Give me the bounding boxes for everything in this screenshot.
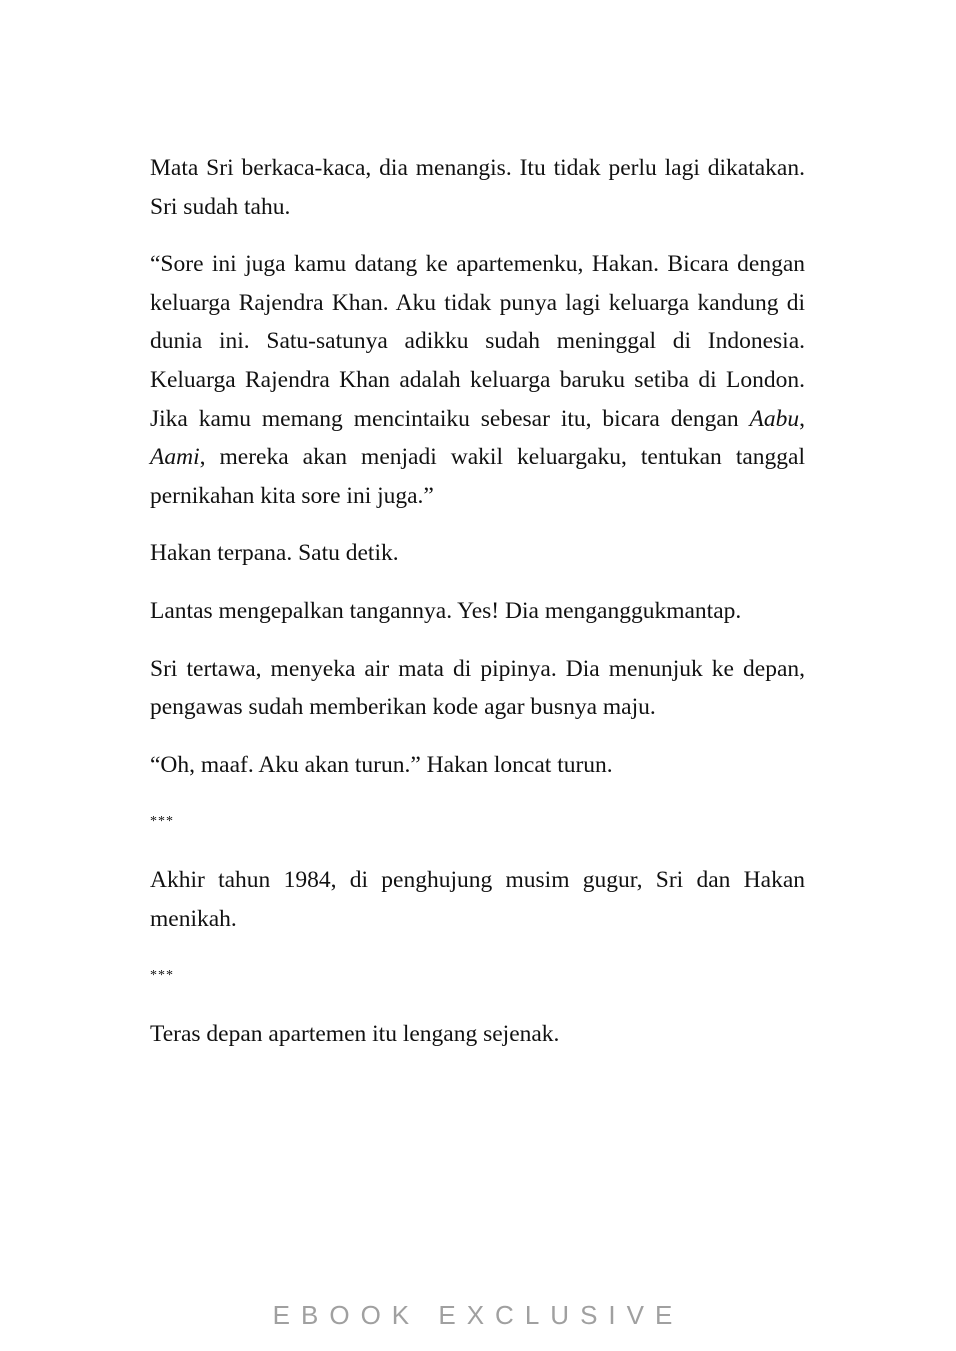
aabu-word: Aabu xyxy=(749,405,800,432)
paragraph-8: Teras depan apartemen itu lengang sejenak. xyxy=(150,1020,560,1047)
ebook-exclusive-footer: EBOOK EXCLUSIVE xyxy=(272,1300,684,1330)
page-body xyxy=(150,149,805,1072)
paragraph-6: “Oh, maaf. Aku akan turun.” Hakan loncat turun. xyxy=(150,751,613,778)
scene-separator-2: *** xyxy=(150,968,174,984)
paragraph-2-part-2: , xyxy=(799,405,805,432)
paragraph-2-part-3: , mereka akan menjadi wakil keluargaku, tentukan tanggal pernikahan kita sore ini juga.” xyxy=(150,444,805,509)
paragraph-4: Lantas mengepalkan tangannya. Yes! Dia menganggukmantap. xyxy=(150,597,742,624)
scene-separator-1: *** xyxy=(150,814,174,830)
paragraph-2-part-1: “Sore ini juga kamu datang ke apartemenku, Hakan. Bicara dengan keluarga Rajendra Khan. Aku tidak punya lagi keluarga kandung di dunia ini. Satu-satunya adikku sudah meninggal di Indonesia. Keluarga Rajendra Khan adalah keluarga baruku setiba di London. Jika kamu memang mencintaiku sebesar itu, bicara dengan xyxy=(150,251,805,432)
paragraph-3: Hakan terpana. Satu detik. xyxy=(150,540,399,567)
paragraph-1: Mata Sri berkaca-kaca, dia menangis. Itu tidak perlu lagi dikatakan. Sri sudah tahu. xyxy=(150,155,805,220)
paragraph-7: Akhir tahun 1984, di penghujung musim gugur, Sri dan Hakan menikah. xyxy=(150,866,805,932)
paragraph-2 xyxy=(150,245,805,515)
aami-word: Aami xyxy=(150,444,200,471)
paragraph-5: Sri tertawa, menyeka air mata di pipinya. Dia menunjuk ke depan, pengawas sudah memberikan kode agar busnya maju. xyxy=(150,655,805,721)
